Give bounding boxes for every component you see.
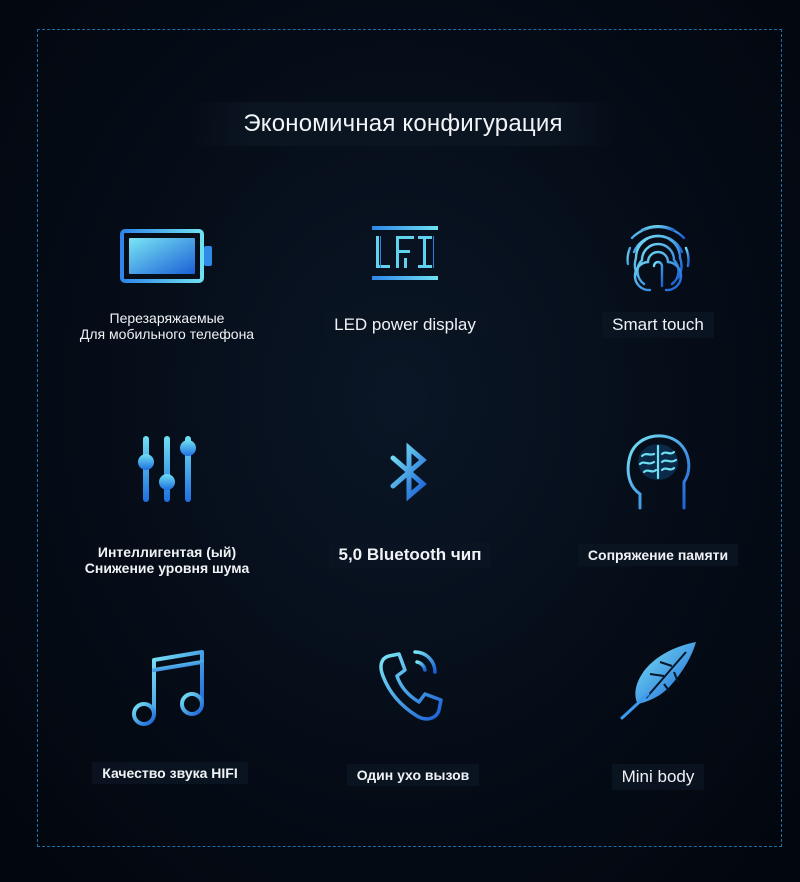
feature-smart-touch <box>538 220 778 360</box>
feature-label: Сопряжение памяти <box>578 544 738 566</box>
led-display-icon <box>370 222 440 284</box>
feature-mini-body <box>538 640 778 790</box>
feature-label: Mini body <box>612 764 705 790</box>
feature-rechargeable <box>47 220 287 360</box>
feature-led-display <box>285 220 525 360</box>
feature-label: LED power display <box>324 312 486 338</box>
feature-label: Smart touch <box>602 312 714 338</box>
fingerprint-icon <box>620 222 696 298</box>
title-band <box>188 102 618 146</box>
phone-call-icon <box>373 644 453 728</box>
brain-icon <box>622 430 694 510</box>
feature-noise-reduction <box>47 430 287 580</box>
feature-label-line1: Перезаряжаемые <box>109 310 225 326</box>
feature-memory-pairing <box>538 430 778 580</box>
feature-label-line1: Интеллигентая (ый) <box>97 544 237 560</box>
feature-label: Качество звука HIFI <box>92 762 248 784</box>
bluetooth-icon <box>385 438 435 506</box>
feature-one-ear-call <box>293 640 533 790</box>
feature-label-line2: Снижение уровня шума <box>84 560 250 576</box>
feature-label: Один ухо вызов <box>347 764 480 786</box>
feather-icon <box>616 640 700 720</box>
equalizer-icon <box>132 432 202 506</box>
page-title: Экономичная конфигурация <box>243 110 563 137</box>
battery-icon <box>119 228 215 284</box>
feature-label: 5,0 Bluetooth чип <box>329 542 492 568</box>
feature-hifi-sound <box>50 640 290 790</box>
feature-label-line2: Для мобильного телефона <box>79 326 255 342</box>
feature-bluetooth <box>290 430 530 580</box>
music-note-icon <box>128 644 212 728</box>
